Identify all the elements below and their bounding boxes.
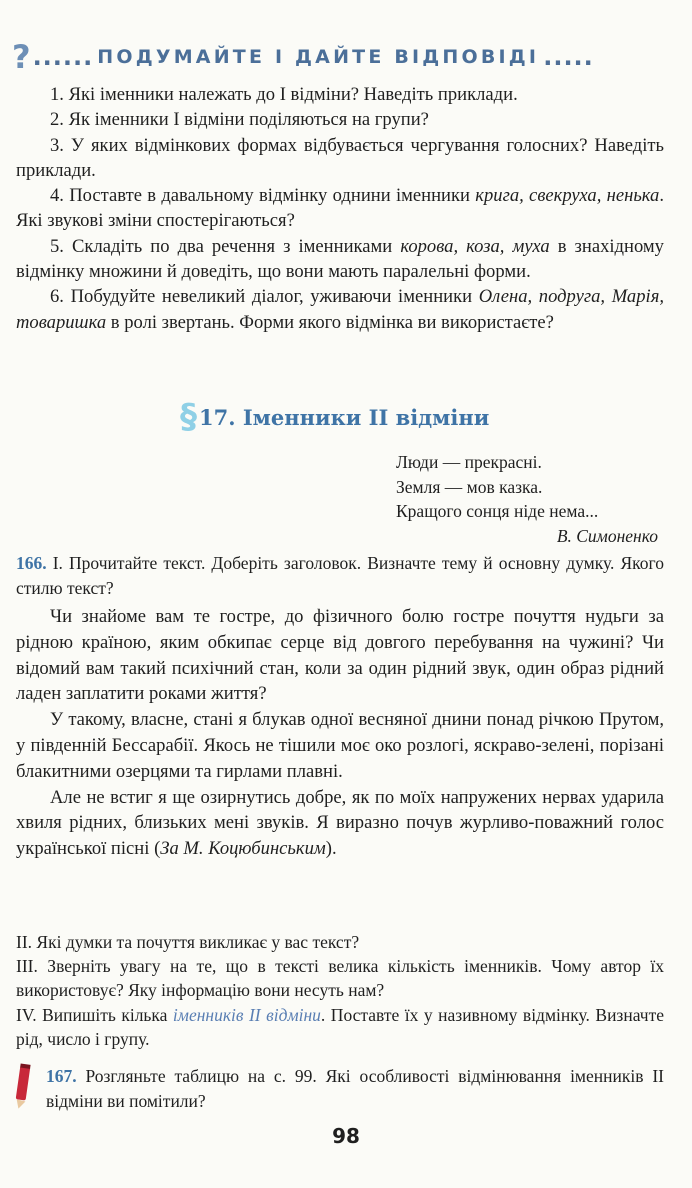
exercise-166-tasks: [16, 930, 664, 1051]
pencil-icon: [14, 1060, 40, 1110]
question-5-rest: в знахідному відмінку множини й доведіть, що вони мають паралельні форми.: [16, 235, 664, 283]
text-end: ).: [325, 838, 337, 860]
task-4-highlight: іменників ІІ відміни: [172, 1004, 321, 1025]
reading-text: [16, 604, 664, 862]
question-mark-icon: ?: [12, 38, 31, 76]
question-4-rest: . Які звукові зміни спостерігаються?: [16, 185, 664, 232]
exercise-166-task: І. Прочитайте текст. Доберіть заголовок. Визначте тему й основну думку. Якого стилю текст?: [16, 553, 664, 598]
text-paragraph-3-body: Але не встиг я ще озирнутись добре, як по моїх напружених нервах ударила хвиля рідних, близьких мені звуків. Я виразно почув журливо-поважний голос української пісні (: [16, 786, 664, 860]
question-5-words: корова, коза, муха: [400, 235, 550, 257]
exercise-166: [16, 551, 664, 600]
section-sign-icon: §: [180, 397, 197, 437]
exercise-167-task: Розгляньте таблицю на с. 99. Які особливості відмінювання іменників ІІ відміни ви помітили?: [46, 1066, 664, 1111]
question-4-words: крига, свекруха, ненька: [475, 185, 660, 207]
questions-list: [16, 82, 664, 335]
page-number: 98: [332, 1124, 360, 1148]
epigraph-author: В. Симоненко: [556, 525, 658, 546]
task-2: ІІ. Які думки та почуття викликає у вас текст?: [16, 932, 360, 952]
question-6-words: Олена, подруга, Марія, товаришка: [16, 286, 664, 333]
question-4-text: 4. Поставте в давальному відмінку однини іменники: [50, 185, 476, 207]
header-dots-left: ......: [32, 43, 94, 71]
task-4: [16, 1003, 664, 1051]
question-3: 3. У яких відмінкових формах відбувається чергування голосних? Наведіть приклади.: [16, 134, 664, 181]
question-6: [16, 284, 664, 335]
section-title: 17. Іменники ІІ відміни: [199, 404, 490, 430]
question-1: 1. Які іменники належать до І відміни? Наведіть приклади.: [50, 84, 518, 105]
text-paragraph-2: У такому, власне, стані я блукав одної весняної днини понад річкою Прутом, у південній Бессарабії. Якось не тішили моє око розлогі, яскраво-зелені, порізані блакитними озерцями та гирлами плавні.: [16, 709, 664, 782]
epigraph-line: Люди — прекрасні.: [396, 452, 542, 472]
question-5-text: 5. Складіть по два речення з іменниками: [50, 235, 401, 257]
exercise-167-number: 167.: [46, 1066, 77, 1086]
task-4-start: ІV. Випишіть кілька: [16, 1004, 173, 1025]
question-6-text: 6. Побудуйте невеликий діалог, уживаючи іменники: [50, 286, 479, 308]
text-paragraph-3: [16, 785, 664, 862]
task-3: ІІІ. Зверніть увагу на те, що в тексті велика кількість іменників. Чому автор їх використовує? Яку інформацію вони несуть нам?: [16, 956, 664, 1001]
task-4-end: . Поставте їх у називному відмінку. Визначте рід, число і групу.: [16, 1004, 664, 1049]
question-2: 2. Як іменники І відміни поділяються на групи?: [50, 109, 429, 131]
header-dots-right: .....: [543, 43, 594, 71]
question-5: [16, 234, 664, 285]
section-heading: [180, 397, 490, 437]
epigraph-line: Земля — мов казка.: [396, 476, 543, 497]
question-4: [16, 183, 664, 234]
text-source: За М. Коцюбинським: [160, 838, 326, 860]
questions-header: [12, 40, 682, 74]
exercise-167: [46, 1064, 664, 1113]
epigraph: [396, 450, 658, 548]
exercise-166-number: 166.: [16, 553, 47, 573]
epigraph-line: Кращого сонця ніде нема...: [396, 501, 599, 521]
questions-header-title: ПОДУМАЙТЕ І ДАЙТЕ ВІДПОВІДІ: [97, 46, 540, 68]
question-6-rest: в ролі звертань. Форми якого відмінка ви використаєте?: [106, 311, 554, 333]
text-paragraph-1: Чи знайоме вам те гостре, до фізичного болю гостре почуття нудьги за рідною країною, яким обкипає серце від довгого перебування на чужині? Чи відомий вам такий психічний стан, коли за один рідний звук, один образ рідний ладен заплатити роками життя?: [16, 606, 664, 705]
